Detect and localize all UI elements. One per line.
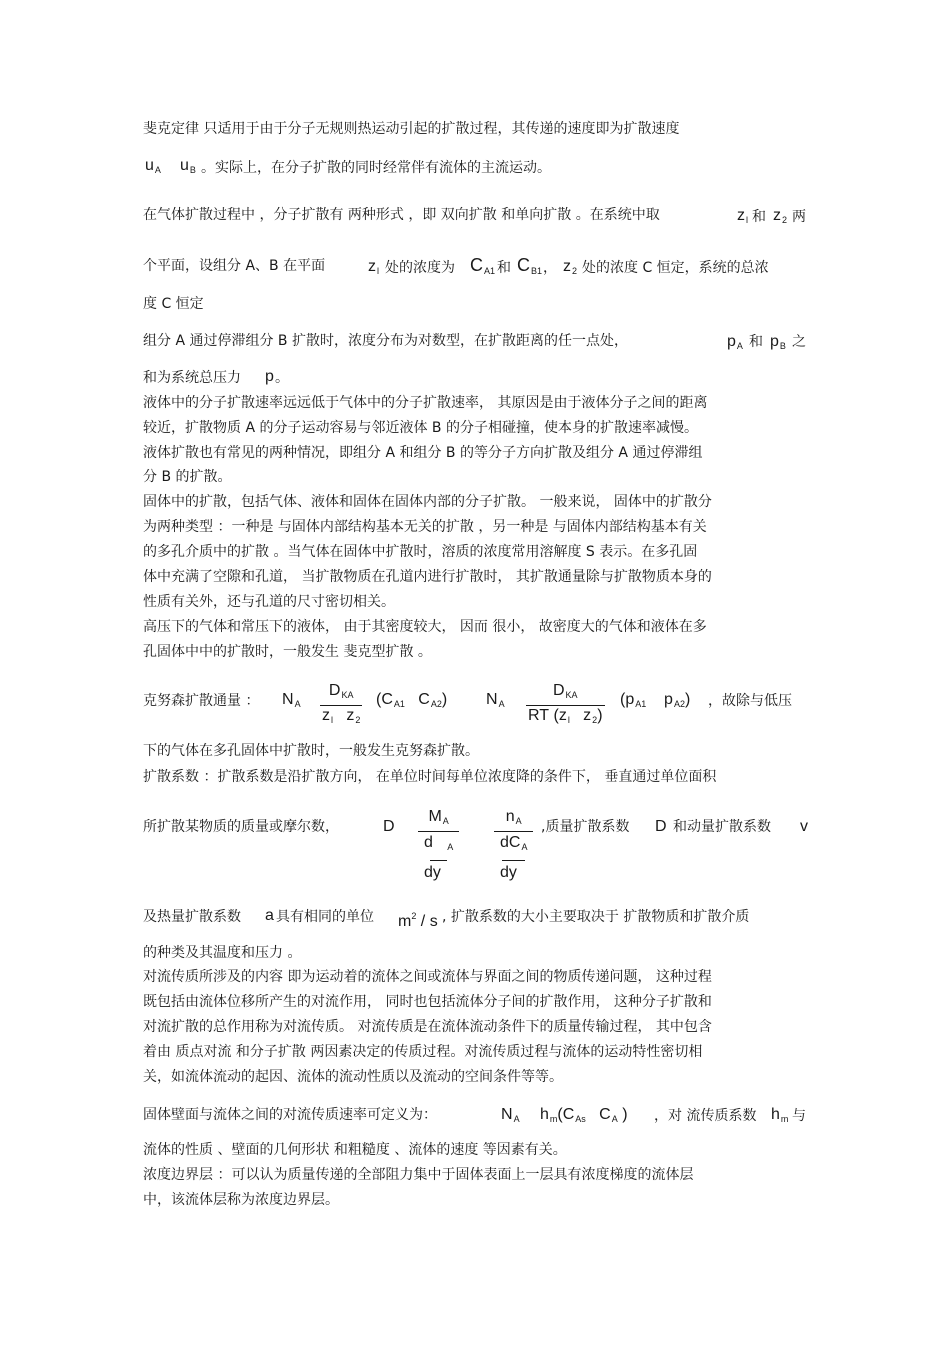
numerator	[551, 681, 580, 705]
subscript: A	[294, 699, 301, 709]
velocity-uB	[180, 157, 196, 179]
subscript: l	[331, 715, 333, 725]
symbol: D	[328, 682, 341, 699]
symbol: N	[501, 1106, 513, 1123]
symbol: z	[773, 207, 781, 224]
paren: (	[376, 691, 382, 708]
symbol: dy	[500, 864, 517, 881]
text-line: 较近，扩散物质 A 的分子运动容易与邻近液体 B 的分子相碰撞，使本身的扩散速率减慢。	[143, 420, 698, 436]
text-line: 流体的性质 、壁面的几何形状 和粗糙度 、流体的速度 等因素有关。	[143, 1142, 567, 1158]
subscript: 2	[572, 266, 578, 276]
text-line: 下的气体在多孔固体中扩散时，一般发生克努森扩散。	[143, 743, 479, 759]
diffusivity-D: D	[655, 818, 667, 835]
fraction-mass	[422, 807, 455, 883]
plane-z2	[773, 207, 787, 229]
fraction-dka-over-dz	[320, 681, 362, 730]
diffusivity-D: D	[383, 818, 395, 835]
inner-fraction-bar	[430, 860, 447, 861]
text-line: ，对 流传质系数	[654, 1108, 757, 1124]
symbol: dC	[500, 834, 521, 851]
text-line: 对流传质所涉及的内容 即为运动着的流体之间或流体与界面之间的物质传递问题， 这种过程	[143, 969, 712, 985]
numerator	[426, 807, 450, 831]
mass-transfer-coefficient-hm	[771, 1106, 788, 1128]
symbol: RT	[528, 707, 550, 724]
text-line: 和	[497, 260, 511, 276]
text-line: 处的浓度为	[385, 260, 455, 276]
pressure-pB	[770, 333, 786, 355]
pressure-difference	[620, 691, 690, 713]
text-line: , 扩散系数的大小主要取决于 扩散物质和扩散介质	[442, 909, 750, 925]
flux-NA	[486, 691, 505, 713]
text-line: 固体壁面与流体之间的对流传质速率可定义为：	[143, 1107, 437, 1123]
symbol: z	[346, 707, 355, 724]
paren: (	[620, 691, 626, 708]
conc-CA1	[470, 256, 495, 280]
symbol: p	[770, 333, 779, 350]
symbol: C	[381, 691, 393, 708]
text-line: 和	[749, 334, 763, 350]
symbol: u	[180, 157, 189, 174]
subscript: A	[442, 816, 449, 826]
symbol: p	[664, 691, 673, 708]
subscript: 2	[782, 215, 788, 225]
subscript: A	[736, 341, 743, 351]
subscript: A	[447, 842, 454, 852]
text-line: 体中充满了空隙和孔道， 当扩散物质在孔道内进行扩散时， 其扩散通量除与扩散物质本身的	[143, 569, 712, 585]
denominator	[320, 706, 362, 730]
text-line: 克努森扩散通量 ：	[143, 693, 260, 709]
subscript: A2	[430, 699, 442, 709]
subscript: As	[575, 1114, 586, 1124]
subscript: B	[779, 341, 786, 351]
symbol: z	[583, 707, 592, 724]
text-line: ，故除与低压	[708, 693, 792, 709]
text-line: 度 C 恒定	[143, 296, 204, 312]
subscript: m	[549, 1114, 558, 1124]
paren: )	[684, 691, 691, 708]
subscript: A	[521, 842, 528, 852]
numerator	[504, 807, 524, 831]
text-line: 既包括由流体位移所产生的对流作用， 同时也包括流体分子间的扩散作用， 这种分子扩散和	[143, 994, 712, 1010]
fraction-dka-over-rt	[526, 681, 605, 730]
symbol: z	[563, 258, 571, 275]
paren: )	[441, 691, 448, 708]
symbol: z	[368, 258, 376, 275]
denominator	[498, 832, 529, 883]
text-line: 所扩散某物质的质量或摩尔数，	[143, 819, 339, 835]
denominator	[526, 706, 605, 730]
momentum-diffusivity-v: v	[800, 818, 808, 835]
subscript: l	[567, 715, 570, 725]
symbol: m	[398, 913, 412, 930]
subscript: A	[515, 816, 522, 826]
subscript: A1	[393, 699, 405, 709]
fraction-molar	[498, 807, 529, 883]
paren: (	[553, 707, 559, 724]
symbol: N	[486, 691, 498, 708]
subscript: KA	[341, 690, 354, 700]
text-line: 孔固体中中的扩散时，一般发生 斐克型扩散 。	[143, 644, 432, 660]
subscript: l	[746, 215, 748, 225]
text-line: 及热量扩散系数	[143, 909, 241, 925]
subscript: 2	[355, 715, 361, 725]
text-line: 。	[275, 370, 289, 386]
text-line: 具有相同的单位	[276, 909, 374, 925]
text-line: 着由 质点对流 和分子扩散 两因素决定的传质过程。对流传质过程与流体的运动特性密切相	[143, 1044, 703, 1060]
text-line: 的种类及其温度和压力 。	[143, 945, 302, 961]
text-line: 的多孔介质中的扩散 。当气体在固体中扩散时，溶质的浓度常用溶解度 S 表示。在多孔固	[143, 544, 698, 560]
symbol: p	[625, 691, 635, 708]
inner-fraction-bar	[502, 860, 525, 861]
flux-NA	[282, 691, 301, 713]
symbol: h	[540, 1106, 549, 1123]
symbol: M	[428, 808, 442, 825]
text-line: 液体中的分子扩散速率远远低于气体中的分子扩散速率， 其原因是由于液体分子之间的距离	[143, 395, 708, 411]
text-line: 与	[792, 1108, 806, 1124]
conc-difference	[376, 691, 447, 713]
text-line: 和为系统总压力	[143, 370, 241, 386]
subscript: A	[154, 165, 161, 175]
text-line: 为两种类型 ：一种是 与固体内部结构基本无关的扩散 ，另一种是 与固体内部结构基本有关	[143, 519, 707, 535]
subscript: A1	[484, 266, 496, 276]
total-pressure-p: p	[265, 368, 274, 385]
symbol: C	[562, 1106, 575, 1123]
text-line: 和动量扩散系数	[673, 819, 771, 835]
plane-z2	[563, 258, 577, 280]
symbol: p	[727, 333, 736, 350]
symbol: z	[737, 207, 745, 224]
mass-transfer-expression	[540, 1106, 628, 1128]
conc-CB1	[517, 256, 542, 280]
subscript: B1	[531, 266, 543, 276]
paren: (	[557, 1106, 563, 1123]
pressure-pA	[727, 333, 743, 355]
symbol: h	[771, 1106, 780, 1123]
subscript: 2	[592, 715, 598, 725]
subscript: m	[780, 1114, 789, 1124]
text-line: 性质有关外，还与孔道的尺寸密切相关。	[143, 594, 395, 610]
text-line: 在气体扩散过程中 ，分子扩散有 两种形式 ，即 双向扩散 和单向扩散 。在系统中取	[143, 207, 660, 223]
text-line: 关，如流体流动的起因、流体的流动性质以及流动的空间条件等等。	[143, 1069, 563, 1085]
text-line: 之	[792, 334, 806, 350]
symbol: C	[517, 255, 530, 275]
subscript: A	[498, 699, 505, 709]
text-line: 个平面，设组分 A、B 在平面	[143, 258, 326, 274]
symbol: C	[599, 1106, 611, 1123]
text-line: 高压下的气体和常压下的液体， 由于其密度较大， 因而 很小， 故密度大的气体和液体在多	[143, 619, 707, 635]
symbol: u	[145, 157, 154, 174]
symbol: z	[322, 707, 330, 724]
paren: )	[622, 1106, 628, 1123]
text-line: 固体中的扩散，包括气体、液体和固体在固体内部的分子扩散。 一般来说， 固体中的扩散分	[143, 494, 712, 510]
text-line: 分 B 的扩散。	[143, 469, 232, 485]
symbol: C	[418, 691, 430, 708]
text-line: 组分 A 通过停滞组分 B 扩散时，浓度分布为对数型，在扩散距离的任一点处，	[143, 333, 628, 349]
symbol: / s	[420, 913, 438, 930]
numerator	[327, 681, 356, 705]
plane-z1	[368, 258, 379, 280]
symbol: z	[558, 707, 567, 724]
text-line: 。实际上，在分子扩散的同时经常伴有流体的主流运动。	[201, 160, 551, 176]
text-line: 和	[752, 209, 766, 225]
subscript: KA	[565, 690, 578, 700]
unit-m2-per-s	[398, 907, 438, 931]
text-line: 中，该流体层称为浓度边界层。	[143, 1192, 339, 1208]
text-line: 浓度边界层 ：可以认为质量传递的全部阻力集中于固体表面上一层具有浓度梯度的流体层	[143, 1167, 694, 1183]
subscript: B	[189, 165, 196, 175]
text-line: 两	[792, 209, 806, 225]
subscript: A	[513, 1114, 520, 1124]
subscript: A1	[635, 699, 647, 709]
velocity-uA	[145, 157, 161, 179]
superscript: 2	[411, 911, 417, 921]
text-line: 对流扩散的总作用称为对流传质。 对流传质是在流体流动条件下的质量传输过程， 其中包含	[143, 1019, 712, 1035]
symbol: D	[552, 682, 565, 699]
symbol: dy	[424, 864, 441, 881]
text-line: 扩散系数 ：扩散系数是沿扩散方向， 在单位时间每单位浓度降的条件下， 垂直通过单位面积	[143, 769, 717, 785]
subscript: A2	[673, 699, 685, 709]
symbol: n	[505, 808, 515, 825]
paren: )	[597, 707, 603, 724]
denominator	[422, 832, 455, 883]
subscript: A	[611, 1114, 618, 1124]
thermal-diffusivity-a: a	[265, 907, 274, 924]
symbol: C	[470, 255, 483, 275]
text-line: 处的浓度 C 恒定，系统的总浓	[582, 260, 769, 276]
flux-NA	[501, 1106, 520, 1128]
text-line: 液体扩散也有常见的两种情况，即组分 A 和组分 B 的等分子方向扩散及组分 A 通过停滞组	[143, 445, 703, 461]
plane-z1	[737, 207, 748, 229]
subscript: l	[377, 266, 379, 276]
text-line: ,质量扩散系数	[541, 819, 630, 835]
symbol: N	[282, 691, 294, 708]
text-line: 斐克定律 只适用于由于分子无规则热运动引起的扩散过程，其传递的速度即为扩散速度	[143, 121, 680, 137]
text-line: ，	[543, 260, 557, 276]
symbol: d	[424, 834, 433, 851]
